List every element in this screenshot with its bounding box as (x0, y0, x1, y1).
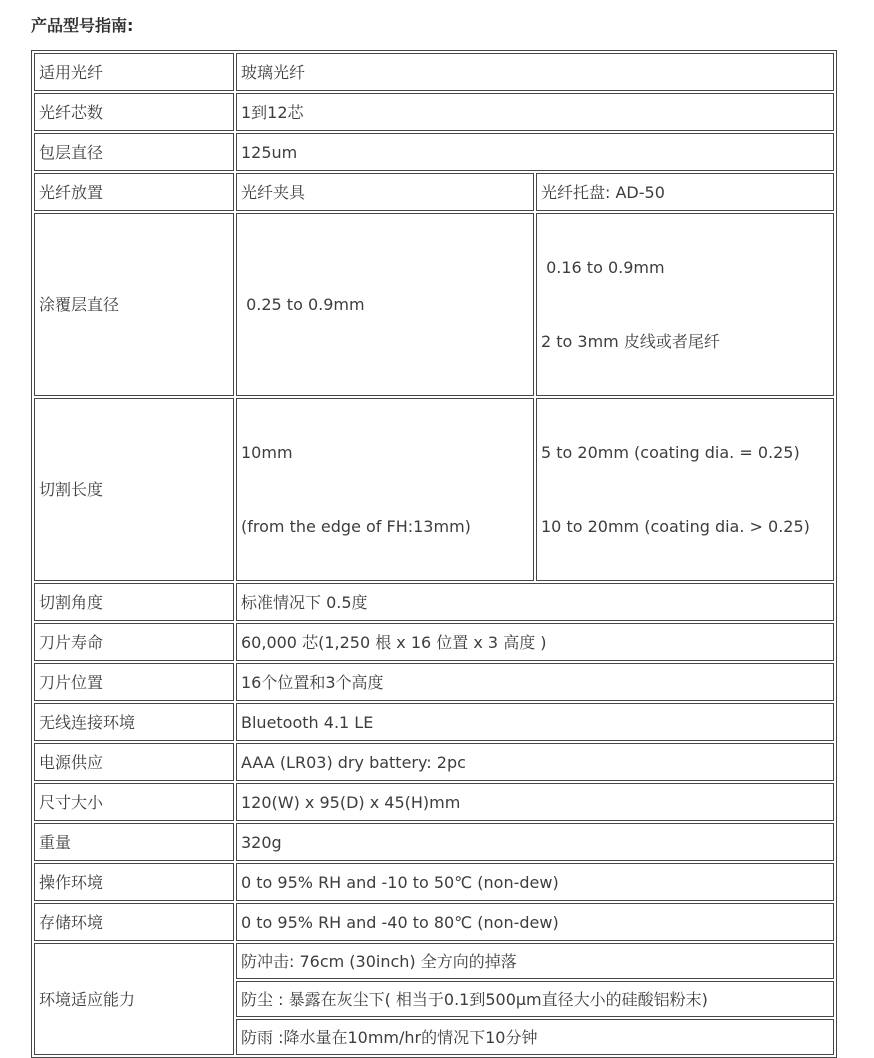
spec-value-fiber-holder: 光纤托盘: AD-50 (536, 173, 834, 211)
spec-value-line: 0.16 to 0.9mm (541, 258, 665, 277)
spec-value-power-supply: AAA (LR03) dry battery: 2pc (236, 743, 834, 781)
spec-value-coating-diameter-bare: 0.25 to 0.9mm (236, 213, 534, 396)
spec-value-environment-shock: 防冲击: 76cm (30inch) 全方向的掉落 (236, 943, 834, 979)
spec-value-environment-dust: 防尘 : 暴露在灰尘下( 相当于0.1到500μm直径大小的硅酸铝粉末) (236, 981, 834, 1017)
spec-value-fiber-type: 玻璃光纤 (236, 53, 834, 91)
spec-label-fiber-type: 适用光纤 (34, 53, 234, 91)
spec-label-storage-env: 存储环境 (34, 903, 234, 941)
spec-label-power-supply: 电源供应 (34, 743, 234, 781)
table-row-dimensions (34, 783, 834, 821)
spec-label-fiber-placement: 光纤放置 (34, 173, 234, 211)
spec-value-weight: 320g (236, 823, 834, 861)
table-row-cladding-diameter (34, 133, 834, 171)
spec-value-storage-env: 0 to 95% RH and -40 to 80℃ (non-dew) (236, 903, 834, 941)
spec-value-cleave-length-std (236, 398, 534, 581)
spec-value-blade-life: 60,000 芯(1,250 根 x 16 位置 x 3 高度 ) (236, 623, 834, 661)
spec-value-blade-positions: 16个位置和3个高度 (236, 663, 834, 701)
spec-value-dimensions: 120(W) x 95(D) x 45(H)mm (236, 783, 834, 821)
spec-label-blade-life: 刀片寿命 (34, 623, 234, 661)
product-spec-table (31, 50, 837, 1058)
spec-value-line: 10mm (241, 443, 293, 462)
table-row-operating-env (34, 863, 834, 901)
table-row-cleave-angle (34, 583, 834, 621)
table-row-blade-positions (34, 663, 834, 701)
spec-value-fiber-count: 1到12芯 (236, 93, 834, 131)
table-row-fiber-placement (34, 173, 834, 211)
table-row-storage-env (34, 903, 834, 941)
spec-value-cleave-length-coating (536, 398, 834, 581)
spec-value-operating-env: 0 to 95% RH and -10 to 50℃ (non-dew) (236, 863, 834, 901)
spec-value-line: 10 to 20mm (coating dia. > 0.25) (541, 517, 810, 536)
spec-value-cladding-diameter: 125um (236, 133, 834, 171)
table-row-cleave-length (34, 398, 834, 581)
spec-value-coating-diameter-cable (536, 213, 834, 396)
spec-value-cleave-angle: 标准情况下 0.5度 (236, 583, 834, 621)
spec-label-blade-positions: 刀片位置 (34, 663, 234, 701)
table-row-fiber-type (34, 53, 834, 91)
table-row-coating-diameter (34, 213, 834, 396)
table-row-environment-shock (34, 943, 834, 979)
table-row-weight (34, 823, 834, 861)
spec-value-environment-rain: 防雨 :降水量在10mm/hr的情况下10分钟 (236, 1019, 834, 1055)
spec-label-environment: 环境适应能力 (34, 943, 234, 1055)
spec-label-coating-diameter: 涂覆层直径 (34, 213, 234, 396)
table-row-wireless (34, 703, 834, 741)
page-title: 产品型号指南: (31, 16, 134, 35)
spec-label-fiber-count: 光纤芯数 (34, 93, 234, 131)
spec-value-fiber-clamp: 光纤夹具 (236, 173, 534, 211)
spec-value-line: 2 to 3mm 皮线或者尾纤 (541, 332, 720, 351)
spec-label-cladding-diameter: 包层直径 (34, 133, 234, 171)
spec-label-cleave-length: 切割长度 (34, 398, 234, 581)
spec-value-wireless: Bluetooth 4.1 LE (236, 703, 834, 741)
table-row-power-supply (34, 743, 834, 781)
table-row-blade-life (34, 623, 834, 661)
spec-label-weight: 重量 (34, 823, 234, 861)
spec-label-wireless: 无线连接环境 (34, 703, 234, 741)
table-row-fiber-count (34, 93, 834, 131)
spec-value-line: (from the edge of FH:13mm) (241, 517, 471, 536)
spec-value-line: 5 to 20mm (coating dia. = 0.25) (541, 443, 800, 462)
spec-label-dimensions: 尺寸大小 (34, 783, 234, 821)
spec-label-operating-env: 操作环境 (34, 863, 234, 901)
spec-label-cleave-angle: 切割角度 (34, 583, 234, 621)
